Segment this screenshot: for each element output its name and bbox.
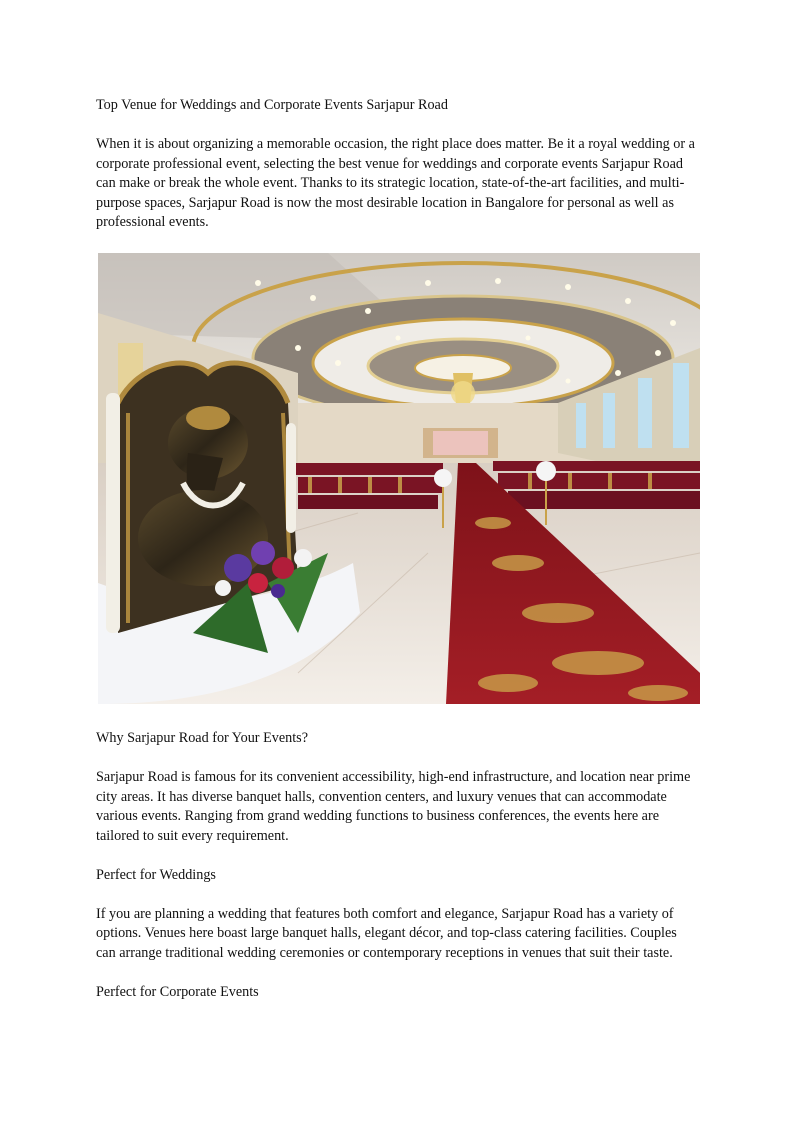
section-body-why-sarjapur: Sarjapur Road is famous for its convenient accessibility, high-end infrastructure, and location near prime city areas. It has diverse banquet halls, convention centers, and luxury venues that can accommodate various events. Ranging from grand wedding functions to business conferences, the events here are tailored to suit every requirement. xyxy=(96,769,691,844)
intro-paragraph: When it is about organizing a memorable occasion, the right place does matter. Be it a royal wedding or a corporate professional event, selecting the best venue for weddings and corporate events Sarjapur Road can make or break the whole event. Thanks to its strategic location, state-of-the-art facilities, and multi-purpose spaces, Sarjapur Road is now the most desirable location in Bangalore for personal as well as professional events. xyxy=(96,136,695,230)
document-title: Top Venue for Weddings and Corporate Events Sarjapur Road xyxy=(96,97,448,113)
section-heading-why-sarjapur: Why Sarjapur Road for Your Events? xyxy=(96,730,308,746)
document-body xyxy=(96,729,700,1002)
document-top xyxy=(96,96,700,233)
banquet-hall-photo xyxy=(98,253,700,704)
chandelier xyxy=(451,373,475,405)
section-heading-corporate: Perfect for Corporate Events xyxy=(96,983,259,1000)
section-body-weddings: If you are planning a wedding that features both comfort and elegance, Sarjapur Road has a variety of options. Venues here boast large banquet halls, elegant décor, and top-class catering facilities. Couples can arrange traditional wedding ceremonies or contemporary receptions in venues that suit their taste. xyxy=(96,905,677,961)
chairs-right xyxy=(493,461,700,509)
section-heading-weddings: Perfect for Weddings xyxy=(96,866,216,883)
